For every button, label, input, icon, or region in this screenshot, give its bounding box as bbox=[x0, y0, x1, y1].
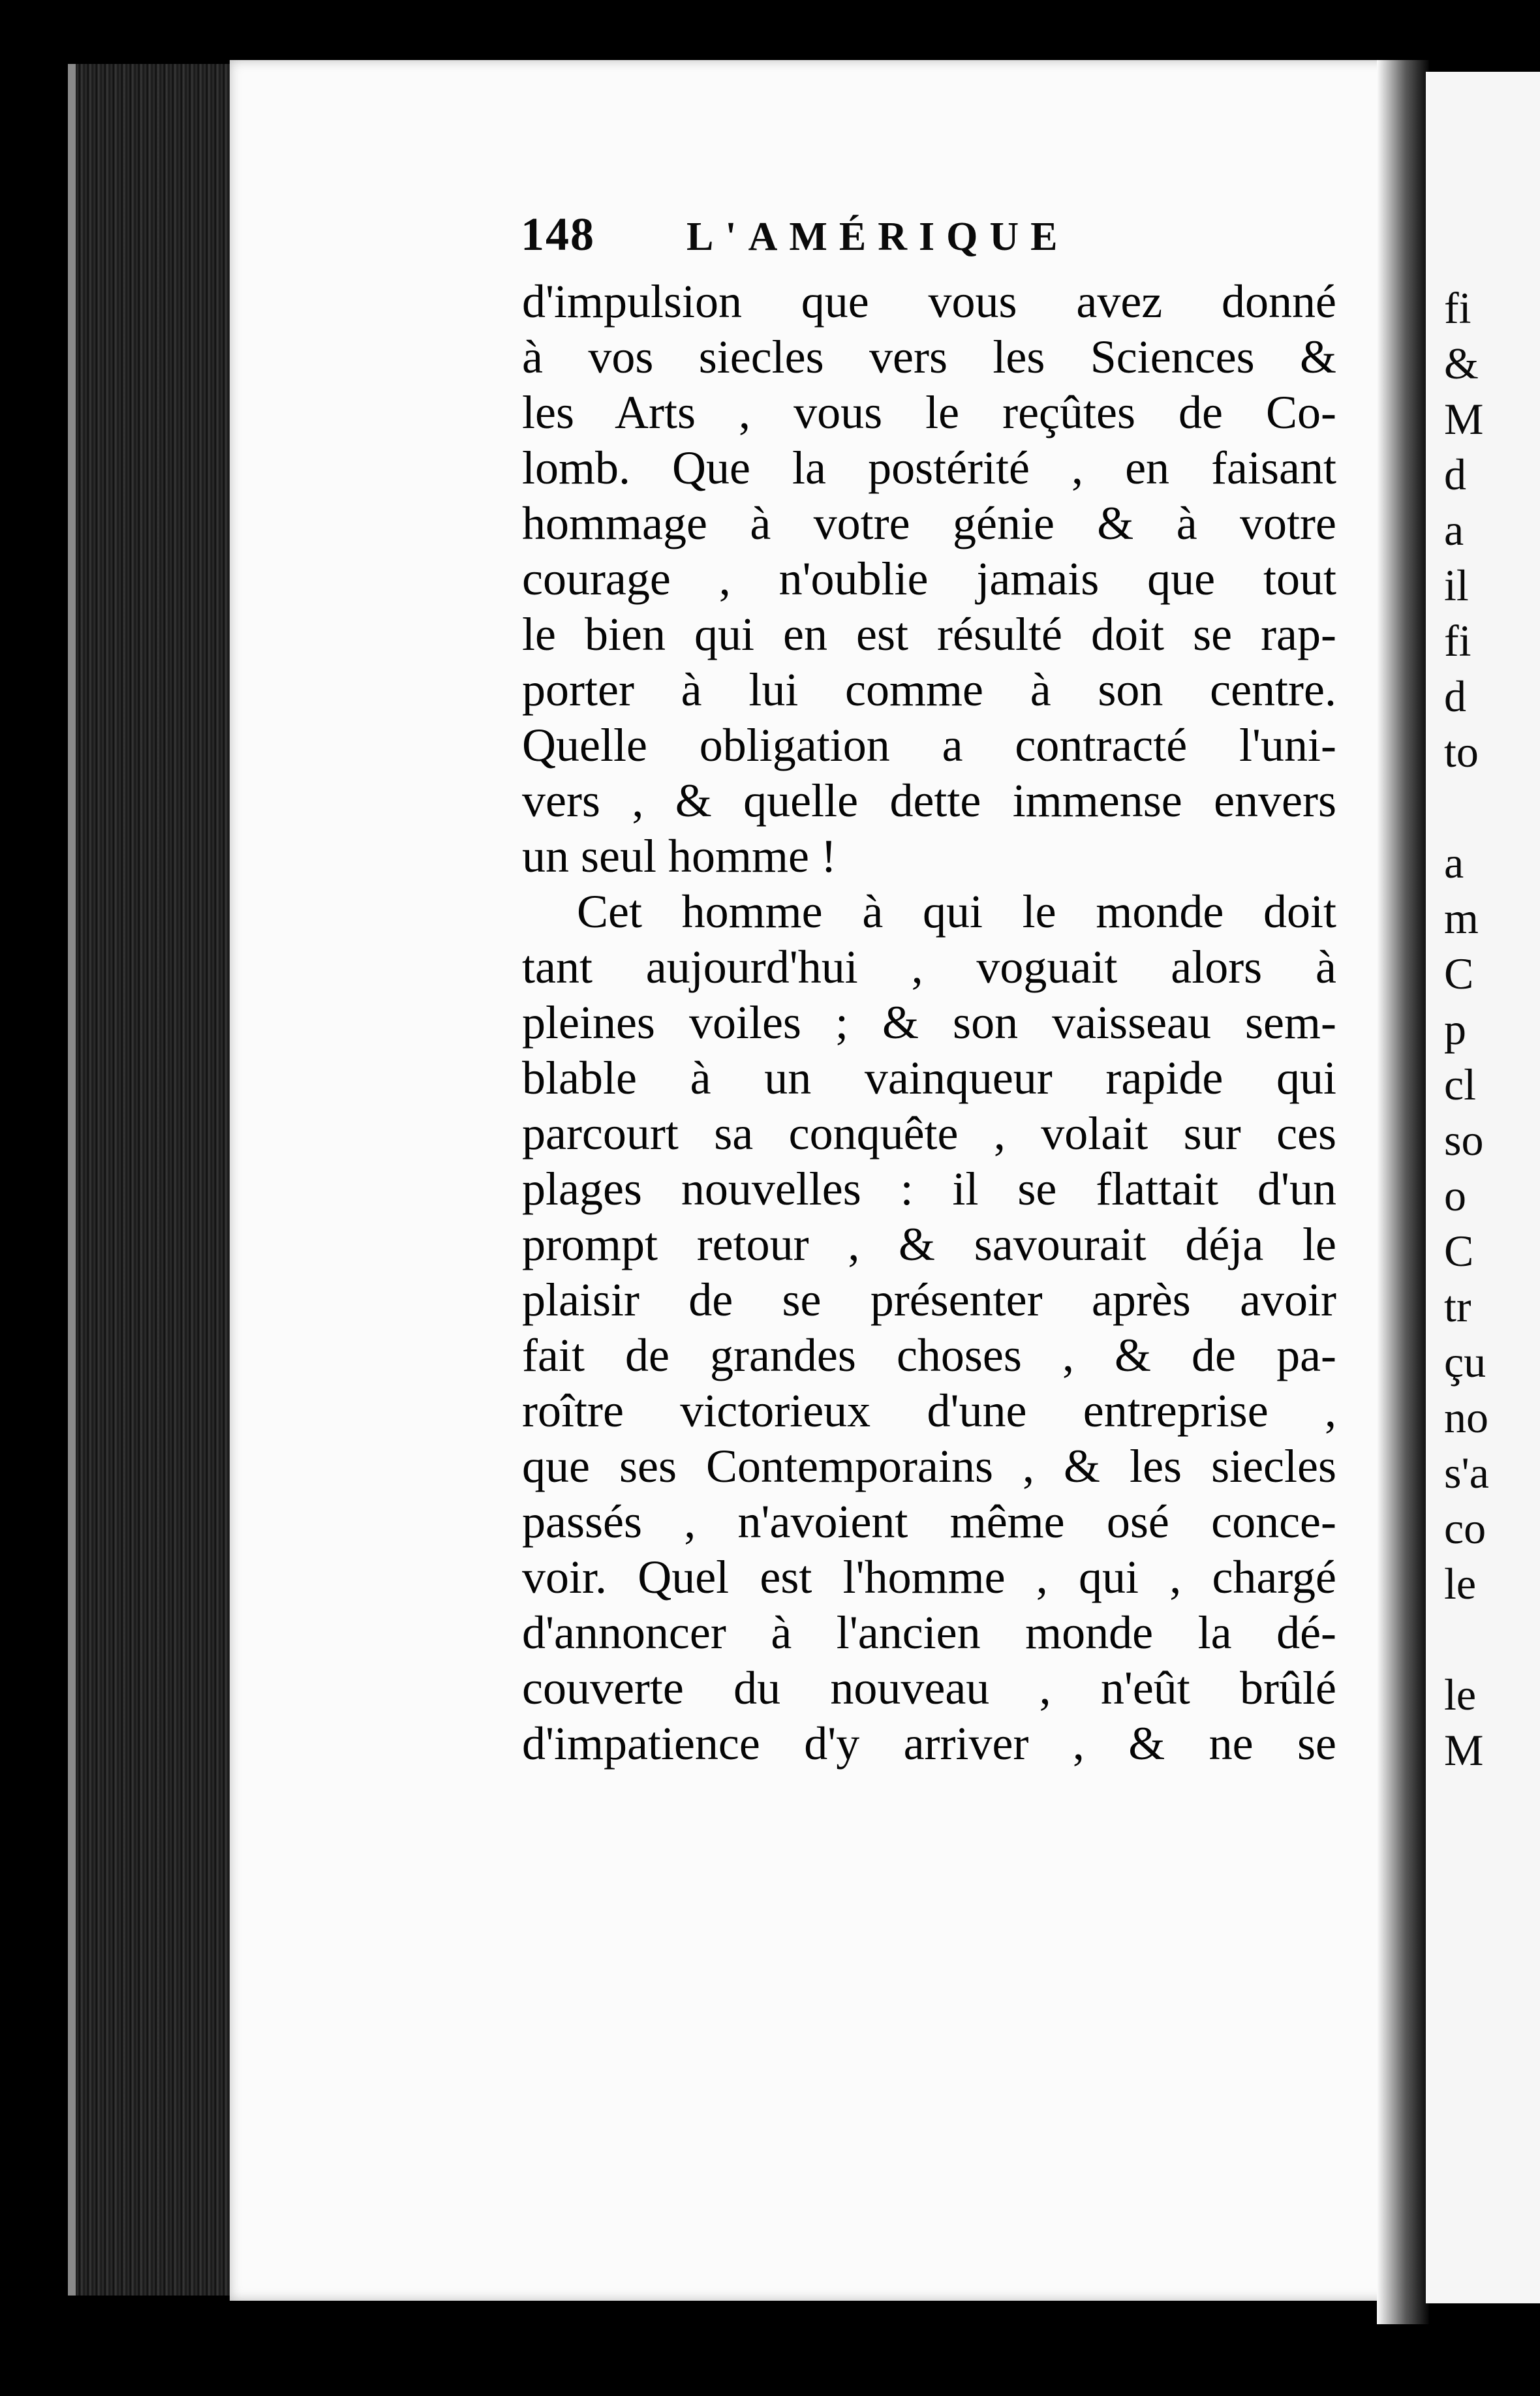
text-line: prompt retour , & savourait déja le bbox=[522, 1218, 1336, 1270]
facing-line: d bbox=[1444, 450, 1466, 499]
text-line: Cet homme à qui le monde doit bbox=[577, 885, 1336, 938]
facing-line: co bbox=[1444, 1503, 1486, 1553]
running-head bbox=[521, 207, 1336, 266]
text-line: fait de grandes choses , & de pa- bbox=[522, 1329, 1336, 1381]
book-gutter bbox=[1377, 60, 1429, 2324]
facing-line: a bbox=[1444, 505, 1464, 555]
text-line: lomb. Que la postérité , en faisant bbox=[522, 442, 1336, 494]
facing-line: a bbox=[1444, 838, 1464, 887]
text-line: d'impatience d'y arriver , & ne se bbox=[522, 1717, 1336, 1770]
facing-line: & bbox=[1444, 339, 1479, 388]
facing-line: d bbox=[1444, 671, 1466, 721]
facing-line: o bbox=[1444, 1171, 1466, 1220]
text-line: passés , n'avoient même osé conce- bbox=[522, 1496, 1336, 1548]
text-line: Quelle obligation a contracté l'uni- bbox=[522, 719, 1336, 771]
text-line: tant aujourd'hui , voguait alors à bbox=[522, 941, 1336, 993]
body-text bbox=[522, 274, 1336, 1772]
text-line: couverte du nouveau , n'eût brûlé bbox=[522, 1662, 1336, 1714]
text-line: les Arts , vous le reçûtes de Co- bbox=[522, 386, 1336, 438]
text-line: porter à lui comme à son centre. bbox=[522, 664, 1336, 716]
facing-line: C bbox=[1444, 949, 1474, 998]
facing-line: m bbox=[1444, 893, 1479, 943]
facing-line: fi bbox=[1444, 616, 1471, 666]
facing-line: no bbox=[1444, 1392, 1488, 1442]
facing-line: tr bbox=[1444, 1282, 1471, 1331]
text-line: pleines voiles ; & son vaisseau sem- bbox=[522, 996, 1336, 1049]
text-line: que ses Contemporains , & les siecles bbox=[522, 1440, 1336, 1492]
facing-line: cl bbox=[1444, 1060, 1477, 1109]
running-title: L'AMÉRIQUE bbox=[686, 215, 1070, 259]
text-line: un seul homme ! bbox=[522, 830, 837, 882]
text-line: d'impulsion que vous avez donné bbox=[522, 275, 1336, 328]
facing-line: to bbox=[1444, 727, 1479, 776]
book-page-edges bbox=[68, 64, 239, 2296]
facing-line: le bbox=[1444, 1559, 1477, 1608]
text-line: à vos siecles vers les Sciences & bbox=[522, 331, 1336, 383]
text-line: d'annoncer à l'ancien monde la dé- bbox=[522, 1606, 1336, 1659]
text-line: roître victorieux d'une entreprise , bbox=[522, 1385, 1336, 1437]
text-line: vers , & quelle dette immense envers bbox=[522, 775, 1336, 827]
facing-line: le bbox=[1444, 1670, 1477, 1719]
facing-line: so bbox=[1444, 1115, 1484, 1165]
text-line: courage , n'oublie jamais que tout bbox=[522, 553, 1336, 605]
text-line: blable à un vainqueur rapide qui bbox=[522, 1052, 1336, 1104]
facing-line: M bbox=[1444, 1725, 1484, 1775]
facing-line: M bbox=[1444, 394, 1484, 444]
facing-line: C bbox=[1444, 1226, 1474, 1276]
facing-line: s'a bbox=[1444, 1448, 1489, 1498]
text-line: voir. Quel est l'homme , qui , chargé bbox=[522, 1551, 1336, 1603]
facing-line: p bbox=[1444, 1004, 1466, 1054]
text-line: plages nouvelles : il se flattait d'un bbox=[522, 1163, 1336, 1215]
facing-line: il bbox=[1444, 561, 1469, 610]
book-page-right-fragment bbox=[1426, 72, 1540, 2303]
text-line: parcourt sa conquête , volait sur ces bbox=[522, 1107, 1336, 1160]
facing-line: çu bbox=[1444, 1337, 1486, 1387]
text-line: plaisir de se présenter après avoir bbox=[522, 1274, 1336, 1326]
page-number: 148 bbox=[521, 208, 595, 260]
text-line: le bien qui en est résulté doit se rap- bbox=[522, 608, 1336, 660]
text-line: hommage à votre génie & à votre bbox=[522, 497, 1336, 549]
facing-line: fi bbox=[1444, 283, 1471, 333]
